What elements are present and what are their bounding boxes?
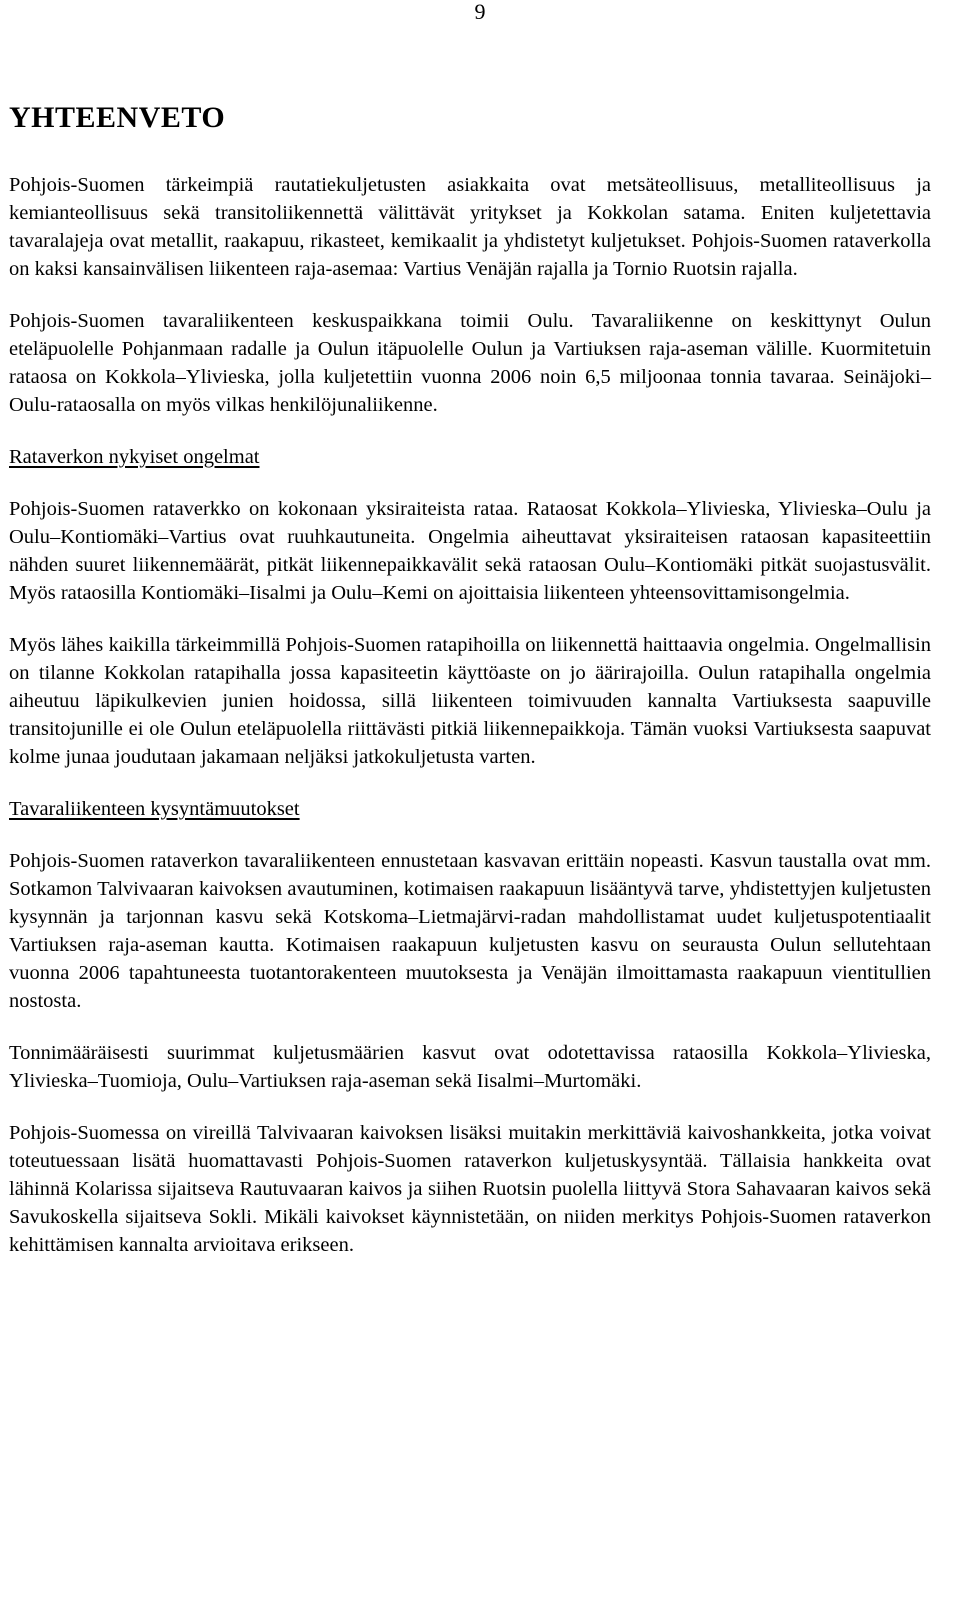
paragraph-oulu-keskuspaikka: Pohjois-Suomen tavaraliikenteen keskuspaikkana toimii Oulu. Tavaraliikenne on keskittynyt Oulun eteläpuolelle Pohjanmaan radalle ja Oulun itäpuolelle Oulun ja Vartiuksen raja-aseman välille. Kuormitetuin rataosa on Kokkola–Ylivieska, jolla kuljetettiin vuonna 2006 noin 6,5 miljoonaa tonnia tavaraa. Seinäjoki–Oulu-rataosalla on myös vilkas henkilöjunaliikenne. [9, 310, 931, 416]
page-title: YHTEENVETO [9, 101, 226, 134]
page-number: 9 [474, 0, 486, 24]
paragraph-ennuste: Pohjois-Suomen rataverkon tavaraliikenteen ennustetaan kasvavan erittäin nopeasti. Kasvun taustalla ovat mm. Sotkamon Talvivaaran kaivoksen avautuminen, kotimaisen raakapuun lisääntyvä tarve, yhdistettyjen kuljetusten kysynnän ja tarjonnan kasvu sekä Kotskoma–Lietmajärvi-radan mahdollistamat uudet kuljetuspotentiaalit Vartiuksen raja-aseman kautta. Kotimaisen raakapuun kuljetusten kasvu on seurausta Oulun sellutehtaan vuonna 2006 tapahtuneesta tuotantorakenteen muutoksesta ja Venäjän ilmoittamasta raakapuun vientitullien nostosta. [9, 850, 931, 1012]
paragraph-tonnimaarat: Tonnimääräisesti suurimmat kuljetusmäärien kasvut ovat odotettavissa rataosilla Kokkola–Ylivieska, Ylivieska–Tuomioja, Oulu–Vartiuksen raja-aseman sekä Iisalmi–Murtomäki. [9, 1042, 931, 1092]
section-heading-kysyntamuutokset: Tavaraliikenteen kysyntämuutokset [9, 798, 300, 820]
document-body [9, 98, 931, 1283]
paragraph-yksiraiteinen: Pohjois-Suomen rataverkko on kokonaan yksiraiteista rataa. Rataosat Kokkola–Ylivieska, Ylivieska–Oulu ja Oulu–Kontiomäki–Vartius ovat ruuhkautuneita. Ongelmia aiheuttavat yksiraiteisen rataosan kapasiteettiin nähden suuret liikennemäärät, pitkät liikennepaikkavälit sekä rataosan Oulu–Kontiomäki pitkät suojastusvälit. Myös rataosilla Kontiomäki–Iisalmi ja Oulu–Kemi on ajoittaisia liikenteen yhteensovittamisongelmia. [9, 498, 931, 604]
paragraph-kaivoshankkeet: Pohjois-Suomessa on vireillä Talvivaaran kaivoksen lisäksi muitakin merkittäviä kaivoshankkeita, jotka voivat toteutuessaan lisätä huomattavasti Pohjois-Suomen rataverkon kuljetuskysyntää. Tällaisia hankkeita ovat lähinnä Kolarissa sijaitseva Rautuvaaran kaivos ja siihen Ruotsin puolella liittyvä Stora Sahavaaran kaivos sekä Savukoskella sijaitseva Sokli. Mikäli kaivokset käynnistetään, on niiden merkitys Pohjois-Suomen rataverkon kehittämisen kannalta arvioitava erikseen. [9, 1122, 931, 1256]
section-heading-ongelmat: Rataverkon nykyiset ongelmat [9, 446, 260, 468]
paragraph-ratapihat: Myös lähes kaikilla tärkeimmillä Pohjois-Suomen ratapihoilla on liikennettä haittaavia ongelmia. Ongelmallisin on tilanne Kokkolan ratapihalla jossa kapasiteetin käyttöaste on jo äärirajoilla. Oulun ratapihalla ongelmia aiheutuu läpikulkevien junien hoidossa, sillä liikenteen toimivuuden kannalta Vartiuksesta saapuville transitojunille ei ole Oulun eteläpuolella riittävästi pitkiä liikennepaikkoja. Tämän vuoksi Vartiuksesta saapuvat kolme junaa joudutaan jakamaan neljäksi jatkokuljetusta varten. [9, 634, 931, 768]
paragraph-asiakkaat: Pohjois-Suomen tärkeimpiä rautatiekuljetusten asiakkaita ovat metsäteollisuus, metalliteollisuus ja kemianteollisuus sekä transitoliikennettä välittävät yritykset ja Kokkolan satama. Eniten kuljetettavia tavaralajeja ovat metallit, raakapuu, rikasteet, kemikaalit ja yhdistetyt kuljetukset. Pohjois-Suomen rataverkolla on kaksi kansainvälisen liikenteen raja-asemaa: Vartius Venäjän rajalla ja Tornio Ruotsin rajalla. [9, 174, 931, 280]
